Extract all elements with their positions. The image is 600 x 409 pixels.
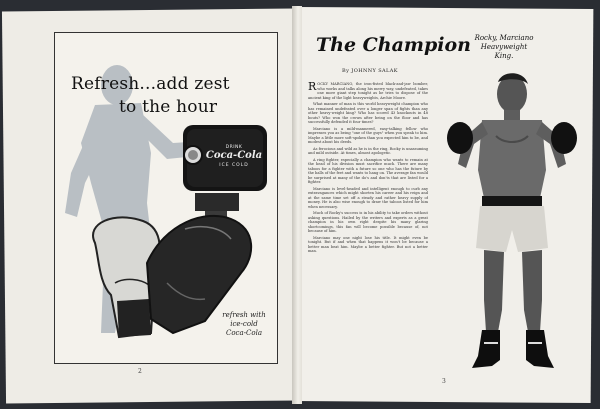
body-paragraph: Much of Rocky's success is in his ability to take orders without asking questions. Hailed by the writers and experts as a great champion in his own right despite his many glaring shortcomings, this fan will become possible because of, not because of him. — [308, 211, 428, 233]
photo-caption-line2: Heavyweight — [480, 43, 528, 51]
article-body — [308, 82, 428, 382]
left-page-number: 2 — [138, 368, 142, 375]
coca-cola-advertisement — [54, 32, 278, 364]
coca-cola-dispenser — [183, 125, 267, 219]
ad-tagline-line1: refresh with — [222, 311, 266, 319]
body-paragraph: Marciano is level-headed and intelligent enough to curb any extravagances which might shorten his career and his reign and at the same time set off a steady and rather heavy supply of money. He is also wise enough to draw the taboos listed for him when necessary. — [308, 186, 428, 209]
dispenser-top-text: DRINK — [225, 145, 243, 150]
ad-headline — [71, 73, 271, 119]
photo-caption — [464, 34, 544, 61]
boxer-photo — [436, 60, 586, 380]
body-paragraph: Marciano is a mild-mannered, easy-talking fellow who impresses you as being "one of the guys" when you speak to him. Maybe a little more soft-spoken than you expected him to be, and modest about his deeds. — [308, 126, 428, 144]
article-byline: By JOHNNY SALAK — [342, 68, 398, 74]
body-paragraph: Marciano may one night lose his title. It might even be tonight. But if and when that happens it won't be because a better man beat him. Maybe a better fighter. But not a better man. — [308, 235, 428, 253]
article-page — [296, 8, 592, 402]
photo-caption-line1: Rocky, Marciano — [474, 34, 534, 42]
photo-caption-line3: King. — [494, 52, 514, 60]
right-page-number: 3 — [442, 378, 446, 385]
ad-tagline-line3: Coca-Cola — [225, 329, 262, 337]
body-paragraph: A ring fighter, especially a champion who wants to remain at the head of his division must sacrifice much. There are many taboos for a fighter with a future so one who has the future by the balls of the feet and wants to hang on. The average fan would be surprised at many of the do's and don'ts that are listed for a fighter. — [308, 157, 428, 184]
ad-headline-line1: Refresh...add zest — [71, 74, 230, 94]
ad-tagline — [215, 311, 273, 338]
dispenser-brand: Coca-Cola — [205, 150, 263, 161]
dispenser-bottom-text: ICE COLD — [219, 163, 249, 168]
dispenser-label — [201, 145, 267, 168]
ad-tagline-line2: ice-cold — [230, 320, 258, 328]
drop-cap: R — [308, 82, 317, 93]
ad-headline-line2: to the hour — [119, 97, 218, 117]
body-paragraph: ROCKY MARCIANO, the iron-fisted black-and-jaw bomber, who works and talks along his merry way, undefeated, takes one more giant step tonight as he tries to dispose of the ancient king of the light heavyweights, Archie Moore. — [308, 82, 428, 100]
body-paragraph: As ferocious and wild as he is in the ring, Rocky is unassuming and mild outside. At times, almost apologetic. — [308, 146, 428, 155]
body-paragraph: What manner of man is this world heavyweight champion who has remained undefeated over a longer span of fights than any other heavy-weight king? Who has scored 43 knockouts in 48 bouts? Who won the crown after being on the floor and has successfully defended it four times? — [308, 102, 428, 124]
article-title: The Champion — [316, 34, 471, 56]
